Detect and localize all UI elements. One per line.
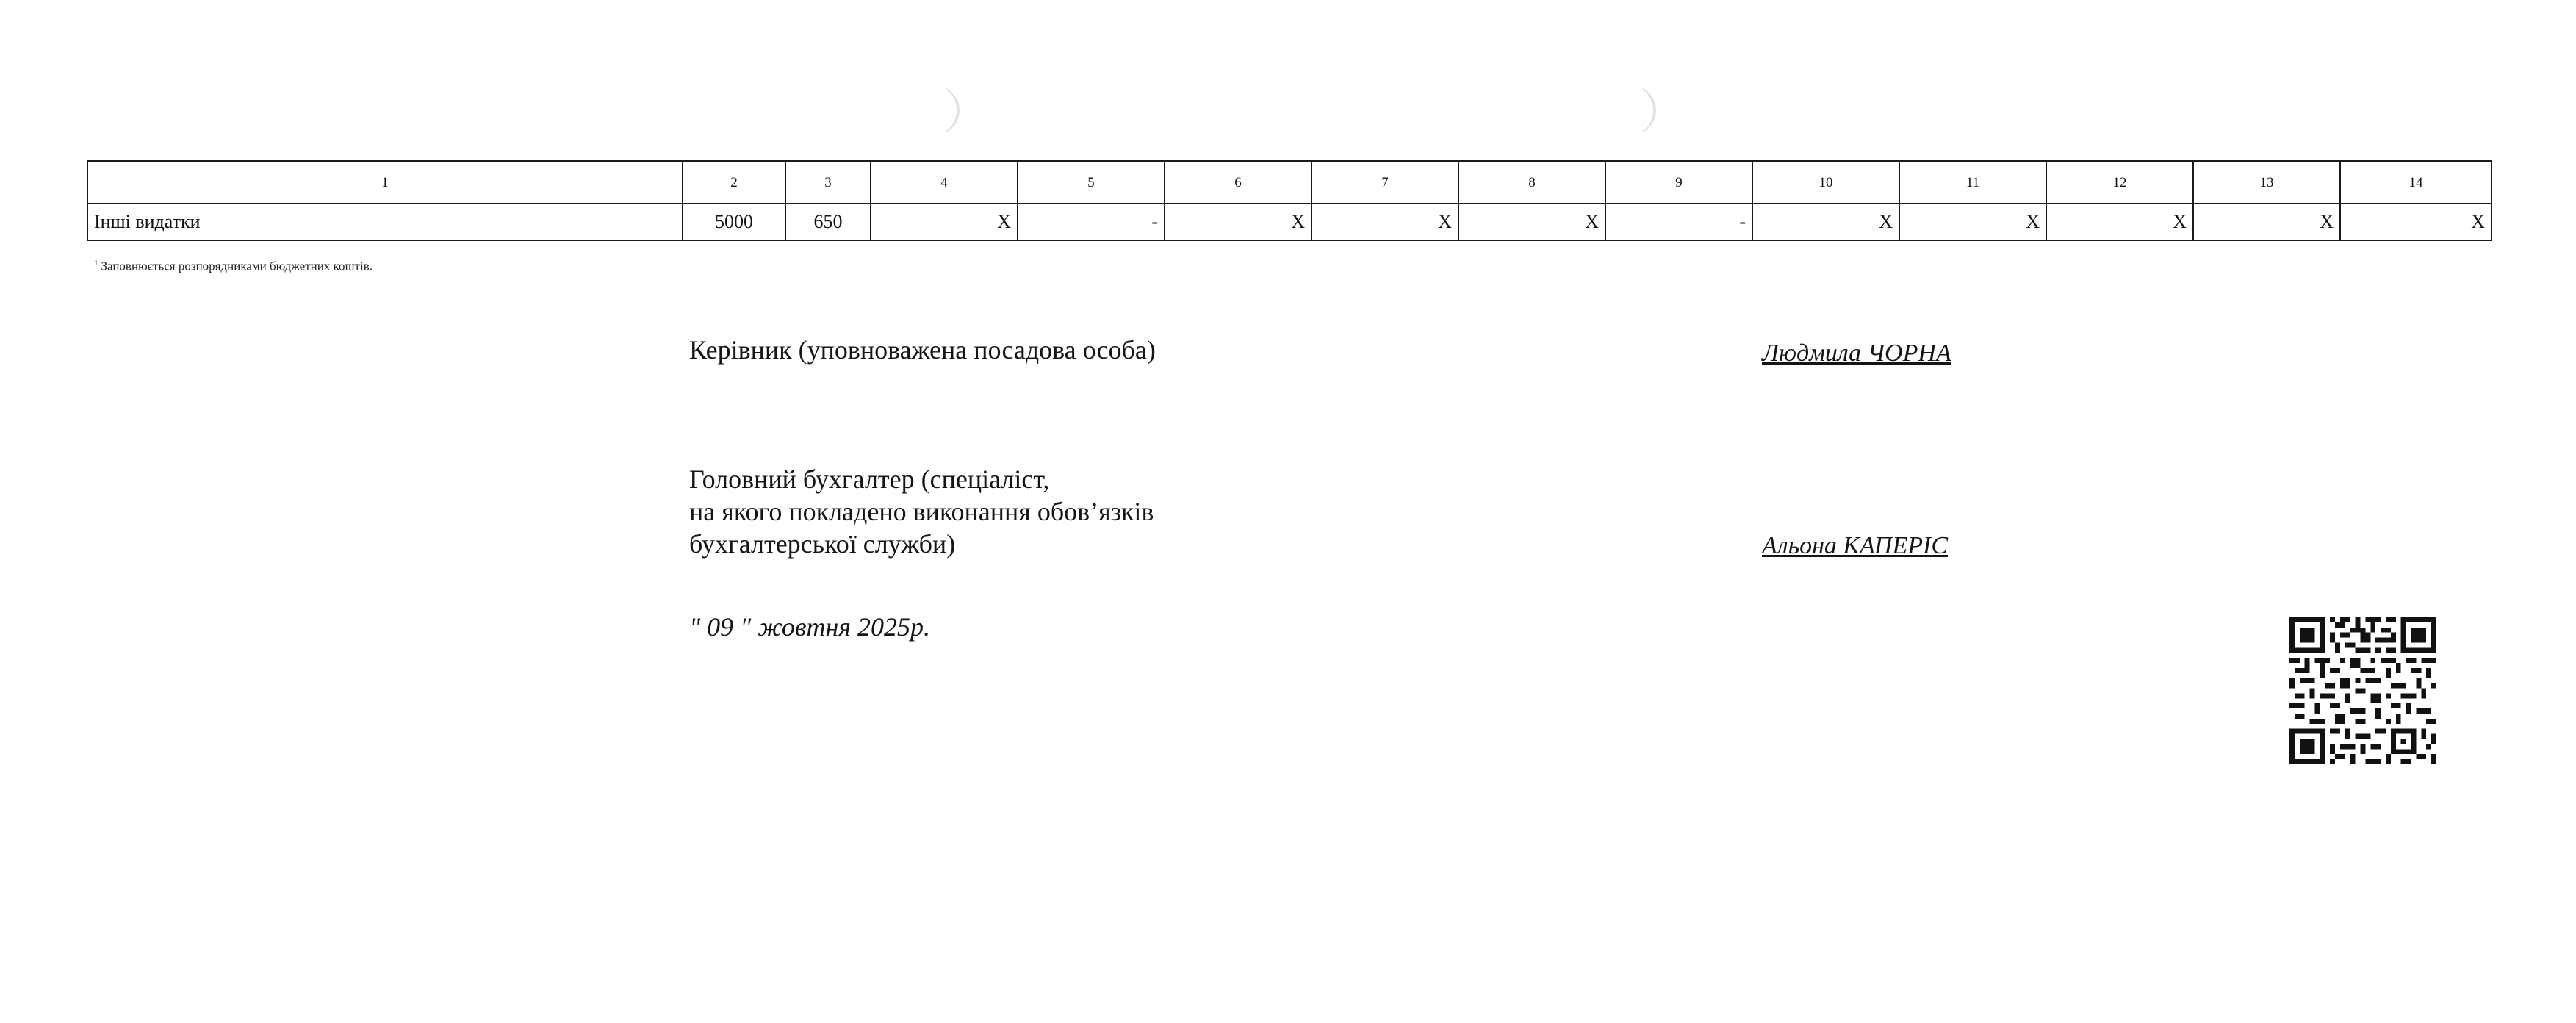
table-cell: X bbox=[1165, 204, 1312, 240]
column-number: 1 bbox=[87, 161, 683, 204]
expenditure-table bbox=[87, 160, 2492, 241]
column-number: 7 bbox=[1312, 161, 1458, 204]
accountant-label-line: Головний бухгалтер (спеціаліст, bbox=[689, 464, 1050, 494]
column-number: 9 bbox=[1605, 161, 1752, 204]
table-cell: X bbox=[1752, 204, 1899, 240]
row-label: Інші видатки bbox=[87, 204, 683, 240]
table-cell: X bbox=[1899, 204, 2046, 240]
document-date: " 09 " жовтня 2025р. bbox=[689, 612, 931, 642]
column-number: 10 bbox=[1752, 161, 1899, 204]
table-cell: X bbox=[2046, 204, 2193, 240]
footnote-marker: 1 bbox=[94, 259, 98, 268]
head-signature-label: Керівник (уповноважена посадова особа) bbox=[689, 335, 1156, 365]
column-number: 3 bbox=[785, 161, 871, 204]
table-cell: X bbox=[1458, 204, 1605, 240]
column-number: 8 bbox=[1458, 161, 1605, 204]
table-cell: X bbox=[1312, 204, 1458, 240]
qr-code-icon bbox=[2289, 617, 2436, 764]
accountant-label-line: бухгалтерської служби) bbox=[689, 529, 956, 559]
accountant-signature-name: Альона КАПЕРІС bbox=[1762, 532, 1949, 559]
scan-hole-mark-right bbox=[1624, 85, 1656, 135]
column-number: 4 bbox=[871, 161, 1018, 204]
column-number: 6 bbox=[1165, 161, 1312, 204]
column-number: 14 bbox=[2340, 161, 2492, 204]
table-cell: X bbox=[2340, 204, 2492, 240]
table-cell: 5000 bbox=[683, 204, 785, 240]
accountant-signature-label bbox=[689, 463, 1154, 560]
table-cell: - bbox=[1018, 204, 1165, 240]
table-cell: X bbox=[2193, 204, 2340, 240]
accountant-label-line: на якого покладено виконання обов’язків bbox=[689, 497, 1154, 526]
column-number: 13 bbox=[2193, 161, 2340, 204]
column-number: 11 bbox=[1899, 161, 2046, 204]
column-number-row bbox=[87, 161, 2492, 204]
table-cell: 650 bbox=[785, 204, 871, 240]
column-number: 12 bbox=[2046, 161, 2193, 204]
column-number: 2 bbox=[683, 161, 785, 204]
scan-hole-mark-left bbox=[927, 85, 960, 135]
column-number: 5 bbox=[1018, 161, 1165, 204]
footnote-text: Заповнюється розпорядниками бюджетних коштів. bbox=[101, 259, 373, 273]
footnote bbox=[94, 259, 373, 274]
table-cell: - bbox=[1605, 204, 1752, 240]
table-cell: X bbox=[871, 204, 1018, 240]
head-signature-name: Людмила ЧОРНА bbox=[1762, 340, 1951, 367]
table-row bbox=[87, 204, 2492, 240]
